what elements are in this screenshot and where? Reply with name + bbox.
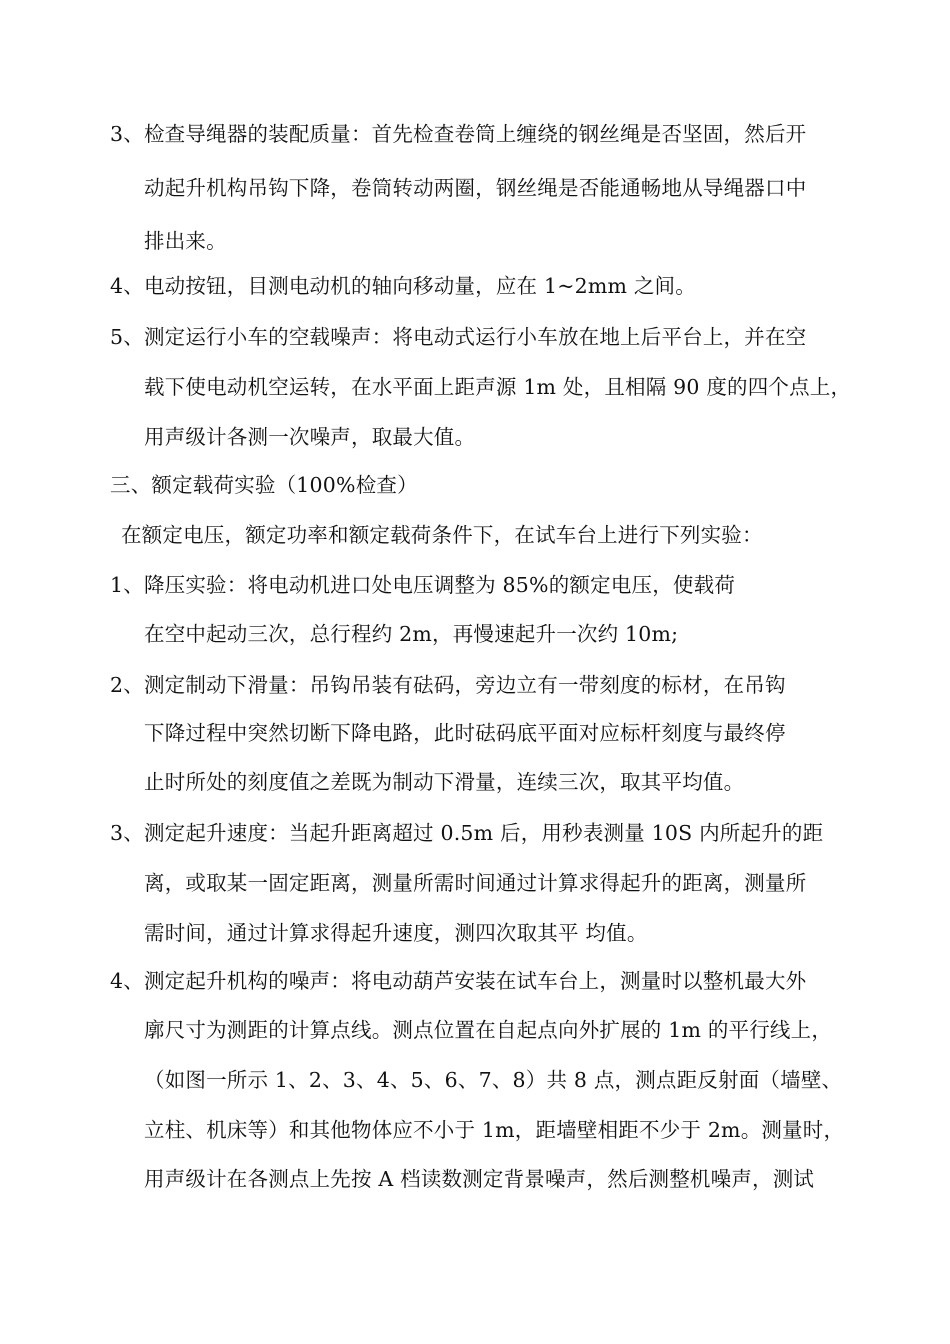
item-4-line-1: 4、电动按钮，目测电动机的轴向移动量，应在 1~2mm 之间。: [110, 274, 696, 298]
item-3-line-1: 3、检查导绳器的装配质量：首先检查卷筒上缠绕的钢丝绳是否坚固，然后开: [110, 122, 807, 146]
item-3-line-2: 动起升机构吊钩下降，卷筒转动两圈，钢丝绳是否能通畅地从导绳器口中: [144, 176, 807, 200]
test-2-line-2: 下降过程中突然切断下降电路，此时砝码底平面对应标杆刻度与最终停: [144, 721, 786, 745]
item-5-line-3: 用声级计各测一次噪声，取最大值。: [144, 425, 476, 449]
test-2-line-3: 止时所处的刻度值之差既为制动下滑量，连续三次，取其平均值。: [144, 770, 745, 794]
section-heading: 三、额定载荷实验（100%检查）: [110, 473, 418, 497]
test-3-line-3: 需时间，通过计算求得起升速度，测四次取其平 均值。: [144, 921, 648, 945]
section-intro: 在额定电压，额定功率和额定载荷条件下，在试车台上进行下列实验：: [121, 523, 763, 547]
test-4-line-5: 用声级计在各测点上先按 A 档读数测定背景噪声，然后测整机噪声，测试: [144, 1167, 815, 1191]
test-1-line-2: 在空中起动三次，总行程约 2m，再慢速起升一次约 10m;: [144, 622, 679, 646]
test-4-line-2: 廓尺寸为测距的计算点线。测点位置在自起点向外扩展的 1m 的平行线上，: [144, 1018, 833, 1042]
test-3-line-1: 3、测定起升速度：当起升距离超过 0.5m 后，用秒表测量 10S 内所起升的距: [110, 821, 824, 845]
test-2-line-1: 2、测定制动下滑量：吊钩吊装有砝码，旁边立有一带刻度的标材，在吊钩: [110, 673, 786, 697]
test-4-line-4: 立柱、机床等）和其他物体应不小于 1m，距墙壁相距不少于 2m。测量时，: [144, 1118, 845, 1142]
test-1-line-1: 1、降压实验：将电动机进口处电压调整为 85%的额定电压，使载荷: [110, 573, 736, 597]
item-3-line-3: 排出来。: [144, 229, 227, 253]
test-4-line-3: （如图一所示 1、2、3、4、5、6、7、8）共 8 点，测点距反射面（墙壁、: [144, 1068, 843, 1092]
test-4-line-1: 4、测定起升机构的噪声：将电动葫芦安装在试车台上，测量时以整机最大外: [110, 969, 807, 993]
item-5-line-2: 载下使电动机空运转，在水平面上距声源 1m 处，且相隔 90 度的四个点上，: [144, 375, 852, 399]
test-3-line-2: 离，或取某一固定距离，测量所需时间通过计算求得起升的距离，测量所: [144, 871, 807, 895]
item-5-line-1: 5、测定运行小车的空载噪声：将电动式运行小车放在地上后平台上，并在空: [110, 325, 807, 349]
